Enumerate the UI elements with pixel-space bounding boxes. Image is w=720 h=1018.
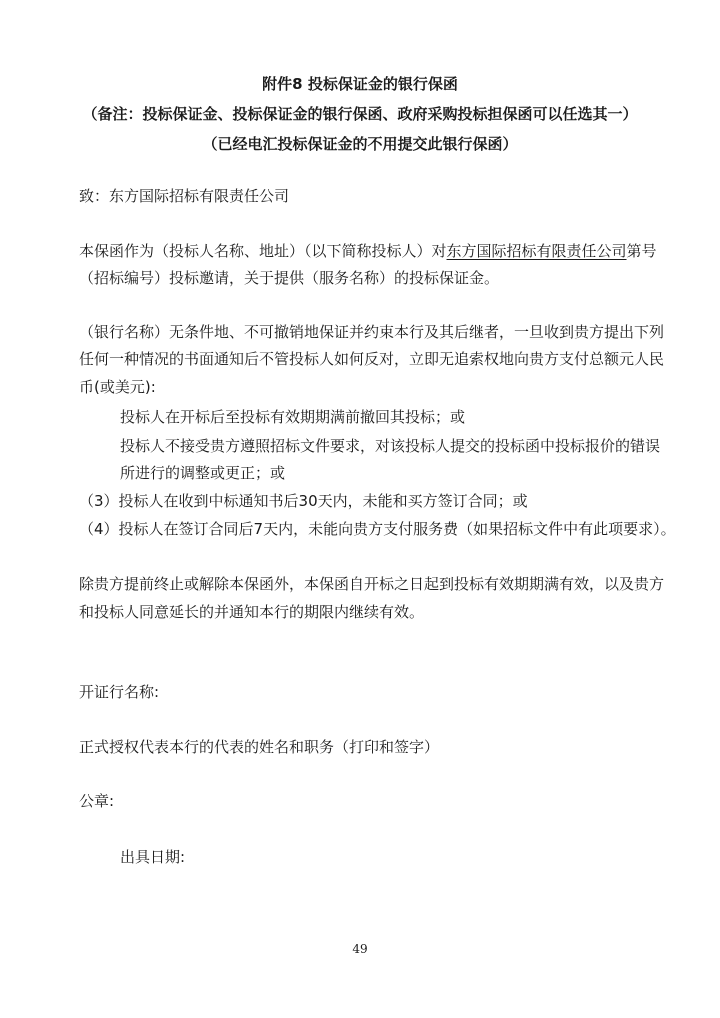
page-number: 49 — [352, 942, 368, 956]
note-wire-transfer: （已经电汇投标保证金的不用提交此银行保函） — [202, 135, 518, 153]
addressee-line — [79, 186, 289, 206]
seal-field: 公章: — [79, 792, 115, 810]
para1-text-a: 本保函作为（投标人名称、地址）（以下简称投标人）对 — [79, 242, 447, 260]
addressee-company: 东方国际招标有限责任公司 — [109, 187, 290, 205]
document-title: 附件8 投标保证金的银行保函 — [262, 75, 458, 93]
note-option: （备注：投标保证金、投标保证金的银行保函、政府采购投标担保函可以任选其一） — [82, 105, 638, 123]
condition-2-line1: 投标人不接受贵方遵照招标文件要求，对该投标人提交的投标函中投标报价的错误 — [120, 437, 661, 455]
addressee-prefix: 致： — [79, 187, 110, 205]
para1-company: 东方国际招标有限责任公司 — [446, 242, 627, 260]
condition-3: （3）投标人在收到中标通知书后30天内，未能和买方签订合同；或 — [79, 492, 528, 510]
condition-1: 投标人在开标后至投标有效期期满前撤回其投标；或 — [120, 408, 466, 426]
para1-text-b: 第号 — [626, 242, 657, 260]
para2-line3: 币(或美元): — [79, 378, 156, 396]
condition-4: （4）投标人在签订合同后7天内，未能向贵方支付服务费（如果招标文件中有此项要求）。 — [79, 520, 676, 538]
para3-line2: 和投标人同意延长的并通知本行的期限内继续有效。 — [79, 603, 425, 621]
para1-line1 — [79, 241, 657, 261]
bank-name-field: 开证行名称: — [79, 683, 160, 701]
representative-field: 正式授权代表本行的代表的姓名和职务（打印和签字） — [79, 738, 440, 756]
para2-line1: （银行名称）无条件地、不可撤销地保证并约束本行及其后继者，一旦收到贵方提出下列 — [79, 323, 665, 341]
para2-line2: 任何一种情况的书面通知后不管投标人如何反对，立即无追索权地向贵方支付总额元人民 — [79, 350, 665, 368]
condition-2-line2: 所进行的调整或更正；或 — [120, 464, 286, 482]
para1-line2: （招标编号）投标邀请，关于提供（服务名称）的投标保证金。 — [79, 269, 500, 287]
para3-line1: 除贵方提前终止或解除本保函外，本保函自开标之日起到投标有效期期满有效，以及贵方 — [79, 575, 665, 593]
issue-date-field: 出具日期: — [120, 848, 186, 866]
